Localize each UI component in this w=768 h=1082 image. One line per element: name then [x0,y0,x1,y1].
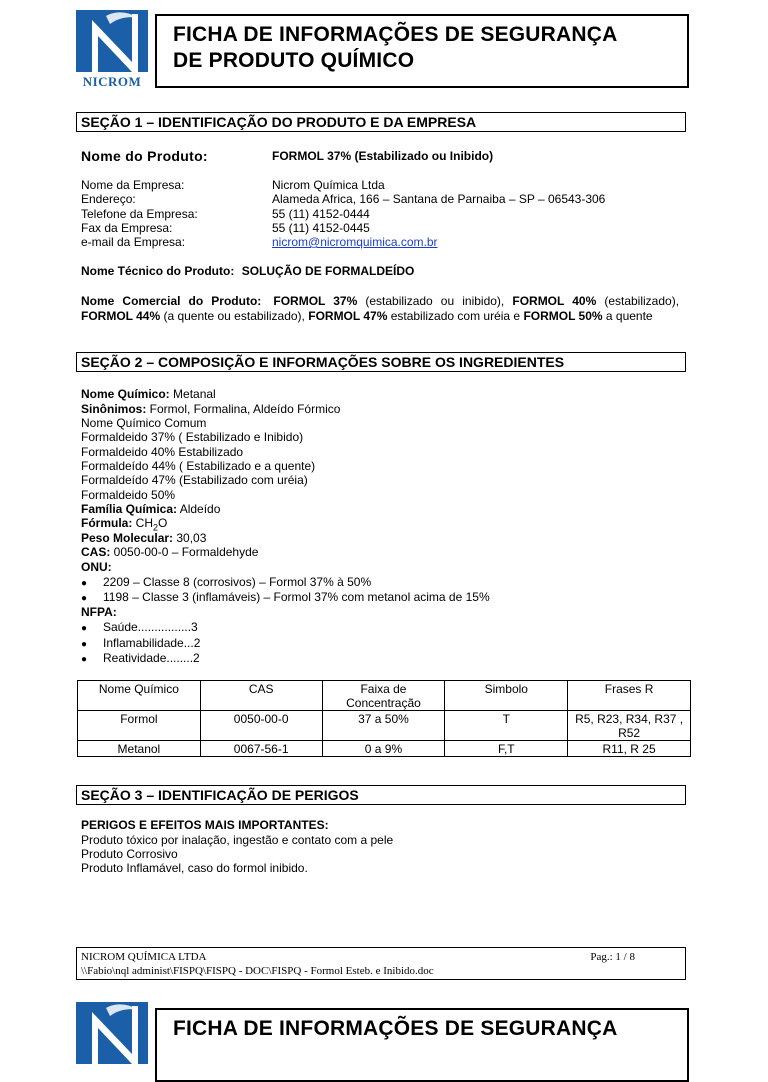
commercial-name-paragraph [81,294,679,324]
table-header-cell: Simbolo [445,681,568,711]
logo-text: NICROM [82,74,142,89]
chemical-family-line [81,502,220,516]
nicrom-logo-mark [76,1002,148,1064]
bullet-icon: ● [81,623,88,634]
cas-label: CAS: [81,545,111,559]
formula-subscript: 2 [153,522,159,533]
company-logo [76,10,148,90]
table-header-cell: Frases R [568,681,691,711]
composition-line: Formaldeído 47% (Estabilizado com uréia) [81,473,308,487]
table-cell: F,T [445,741,568,757]
chemical-name-value: Metanal [169,387,216,401]
synonyms-line [81,402,340,416]
footer-company: NICROM QUÍMICA LTDA [81,951,207,963]
composition-line: Formaldeido 40% Estabilizado [81,445,244,459]
document-title-line-1: FICHA DE INFORMAÇÕES DE SEGURANÇA [173,1017,618,1040]
table-cell: T [445,711,568,741]
company-name-value: Nicrom Química Ltda [272,178,385,192]
document-title-line-1: FICHA DE INFORMAÇÕES DE SEGURANÇA [173,23,618,46]
email-link[interactable]: nicrom@nicromquimica.com.br [272,235,438,249]
chemical-family-value: Aldeído [177,502,221,516]
table-header-cell: Faixa de Concentração [322,681,445,711]
composition-line: Formaldeido 37% ( Estabilizado e Inibido) [81,430,304,444]
bullet-icon: ● [81,593,88,604]
nfpa-item [81,620,198,636]
company-name-label: Nome da Empresa: [81,178,185,192]
table-cell: 0050-00-0 [200,711,322,741]
product-name-label: Nome do Produto: [81,148,208,164]
formula-value-b: O [158,516,168,530]
composition-line: Formaldeído 44% ( Estabilizado e a quente) [81,459,316,473]
cas-value: 0050-00-0 – Formaldehyde [110,545,259,559]
table-header-cell: Nome Químico [78,681,201,711]
chemical-name-line [81,387,216,401]
address-label: Endereço: [81,192,136,206]
page-footer [76,947,686,980]
hazard-line: Produto tóxico por inalação, ingestão e contato com a pele [81,833,394,847]
hazards-subheading: PERIGOS E EFEITOS MAIS IMPORTANTES: [81,818,329,832]
formula-label: Fórmula: [81,516,133,530]
nfpa-label: NFPA: [81,605,117,619]
technical-name-label: Nome Técnico do Produto: [81,264,235,278]
commercial-part: FORMOL 37% [273,294,358,308]
chemical-name-label: Nome Químico: [81,387,170,401]
molecular-weight-line [81,531,206,545]
table-cell: R11, R 25 [568,741,691,757]
table-cell: R5, R23, R34, R37 , R52 [568,711,691,741]
company-logo-next-page [76,1002,148,1064]
composition-line: Formaldeido 50% [81,488,176,502]
composition-line: Nome Químico Comum [81,416,207,430]
nfpa-item-text: Saúde................3 [103,620,198,634]
table-row [78,741,691,757]
synonyms-label: Sinônimos: [81,402,147,416]
commercial-part: a quente [602,309,653,323]
table-cell: Formol [78,711,201,741]
commercial-part: FORMOL 40% [512,294,597,308]
cas-line [81,545,258,559]
commercial-part: estabilizado com uréia e [387,309,524,323]
commercial-part: FORMOL 44% [81,309,161,323]
commercial-part: FORMOL 47% [308,309,388,323]
onu-item-text: 1198 – Classe 3 (inflamáveis) – Formol 37% com metanol acima de 15% [103,590,490,604]
onu-label: ONU: [81,560,112,574]
product-name-value: FORMOL 37% (Estabilizado ou Inibido) [272,149,494,163]
bullet-icon: ● [81,639,88,650]
phone-value: 55 (11) 4152-0444 [272,207,370,221]
composition-table [77,680,691,757]
nfpa-item-text: Reatividade........2 [103,651,200,665]
commercial-part: FORMOL 50% [523,309,603,323]
section-3-heading: SEÇÃO 3 – IDENTIFICAÇÃO DE PERIGOS [76,785,686,805]
document-title-box-next-page [155,1008,689,1082]
table-header-cell: CAS [200,681,322,711]
table-cell: 37 a 50% [322,711,445,741]
footer-page-number: Pag.: 1 / 8 [590,951,635,963]
email-label: e-mail da Empresa: [81,235,186,249]
commercial-part: (estabilizado ou inibido), [357,294,513,308]
commercial-part: (estabilizado), [596,294,680,308]
technical-name-value: SOLUÇÃO DE FORMALDEÍDO [241,264,415,278]
chemical-family-label: Família Química: [81,502,178,516]
bullet-icon: ● [81,654,88,665]
commercial-part: (a quente ou estabilizado), [160,309,309,323]
nfpa-item [81,651,200,667]
table-cell: Metanol [78,741,201,757]
onu-item-text: 2209 – Classe 8 (corrosivos) – Formol 37% à 50% [103,575,372,589]
document-title-line-2: DE PRODUTO QUÍMICO [173,49,415,72]
phone-label: Telefone da Empresa: [81,207,198,221]
fax-label: Fax da Empresa: [81,221,173,235]
nfpa-item [81,636,200,652]
formula-value-a: CH [132,516,154,530]
hazard-line: Produto Corrosivo [81,847,178,861]
section-2-heading: SEÇÃO 2 – COMPOSIÇÃO E INFORMAÇÕES SOBRE OS INGREDIENTES [76,352,686,372]
molecular-weight-value: 30,03 [173,531,207,545]
nicrom-logo-mark [76,10,148,72]
synonyms-value: Formol, Formalina, Aldeído Fórmico [146,402,341,416]
section-1-heading: SEÇÃO 1 – IDENTIFICAÇÃO DO PRODUTO E DA EMPRESA [76,112,686,132]
technical-name-line [81,264,414,278]
bullet-icon: ● [81,578,88,589]
commercial-name-label: Nome Comercial do Produto: [81,294,262,308]
footer-path: \\Fabio\nql administ\FISPQ\FISPQ - DOC\FISPQ - Formol Esteb. e Inibido.doc [81,965,434,977]
fax-value: 55 (11) 4152-0445 [272,221,370,235]
onu-item [81,575,371,591]
onu-item [81,590,490,606]
address-value: Alameda Africa, 166 – Santana de Parnaiba – SP – 06543-306 [272,192,606,206]
molecular-weight-label: Peso Molecular: [81,531,174,545]
table-header-row [78,681,691,711]
document-title-box [155,14,689,88]
table-row [78,711,691,741]
hazard-line: Produto Inflamável, caso do formol inibido. [81,861,308,875]
nfpa-item-text: Inflamabilidade...2 [103,636,201,650]
table-cell: 0 a 9% [322,741,445,757]
table-cell: 0067-56-1 [200,741,322,757]
